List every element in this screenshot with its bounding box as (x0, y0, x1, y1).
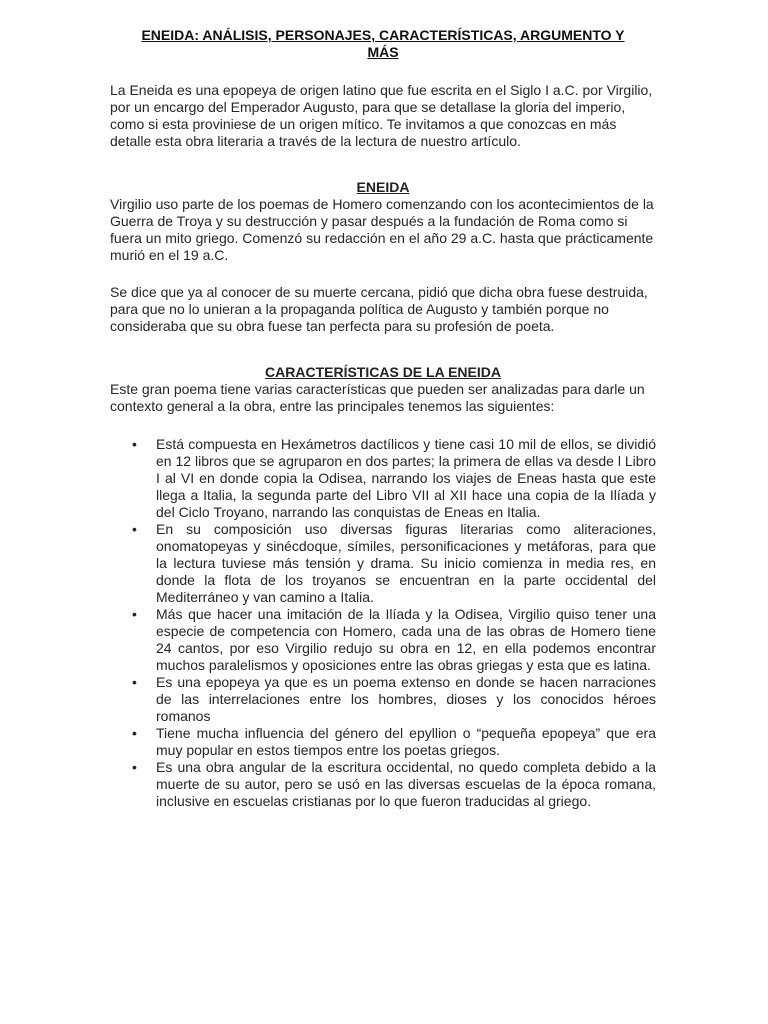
section-eneida-paragraph-1: Virgilio uso parte de los poemas de Homero comenzando con los acontecimientos de la Guerra de Troya y su destrucción y pasar después a la fundación de Roma como si fuera un mito griego. Comenzó su redacción en el año 29 a.C. hasta que prácticamente murió en el 19 a.C. (110, 196, 654, 263)
list-item: • Más que hacer una imitación de la Ilíada y la Odisea, Virgilio quiso tener una especie de competencia con Homero, cada una de las obras de Homero tiene 24 cantos, por eso Virgilio redujo su obra en 12, en ella podemos encontrar muchos paralelismos y oposiciones entre las obras griegas y esta que es latina. (156, 606, 656, 674)
intro-paragraph: La Eneida es una epopeya de origen latino que fue escrita en el Siglo I a.C. por Virgilio, por un encargo del Emperador Augusto, para que se detallase la gloria del imperio, como si esta proviniese de un origen mítico. Te invitamos a que conozcas en más detalle esta obra literaria a través de la lectura de nuestro artículo. (110, 82, 653, 149)
document-title (110, 27, 656, 61)
document-title-line-2: MÁS (367, 44, 399, 60)
section-heading-eneida: ENEIDA (356, 179, 410, 195)
list-item: • Es una obra angular de la escritura occidental, no quedo completa debido a la muerte de su autor, pero se usó en las diversas escuelas de la época romana, inclusive en escuelas cristianas por lo que fueron traducidas al griego. (156, 759, 656, 810)
section-caracteristicas-paragraph-1: Este gran poema tiene varias características que pueden ser analizadas para darle un contexto general a la obra, entre las principales tenemos las siguientes: (110, 381, 645, 414)
list-item: • Es una epopeya ya que es un poema extenso en donde se hacen narraciones de las interrelaciones entre los hombres, dioses y los conocidos héroes romanos (156, 674, 656, 725)
list-item: • Está compuesta en Hexámetros dactílicos y tiene casi 10 mil de ellos, se dividió en 12 libros que se agruparon en dos partes; la primera de ellas va desde l Libro I al VI en donde copia la Odisea, narrando los viajes de Eneas hasta que este llega a Italia, la segunda parte del Libro VII al XII hace una copia de la Ilíada y del Ciclo Troyano, narrando las conquistas de Eneas en Italia. (156, 436, 656, 521)
document-title-line-1: ENEIDA: ANÁLISIS, PERSONAJES, CARACTERÍSTICAS, ARGUMENTO Y (141, 27, 625, 43)
section-heading-caracteristicas: CARACTERÍSTICAS DE LA ENEIDA (265, 364, 501, 380)
list-item: • En su composición uso diversas figuras literarias como aliteraciones, onomatopeyas y sinécdoque, símiles, personificaciones y metáforas, para que la lectura tuviese más tensión y drama. Su inicio comienza in media res, en donde la flota de los troyanos se encuentran en la parte occidental del Mediterráneo y van camino a Italia. (156, 521, 656, 606)
list-item: • Tiene mucha influencia del género del epyllion o “pequeña epopeya” que era muy popular en estos tiempos entre los poetas griegos. (156, 725, 656, 759)
section-eneida-paragraph-2: Se dice que ya al conocer de su muerte cercana, pidió que dicha obra fuese destruida, para que no lo unieran a la propaganda política de Augusto y también porque no consideraba que su obra fuese tan perfecta para su profesión de poeta. (110, 284, 648, 334)
characteristics-list (110, 436, 656, 810)
